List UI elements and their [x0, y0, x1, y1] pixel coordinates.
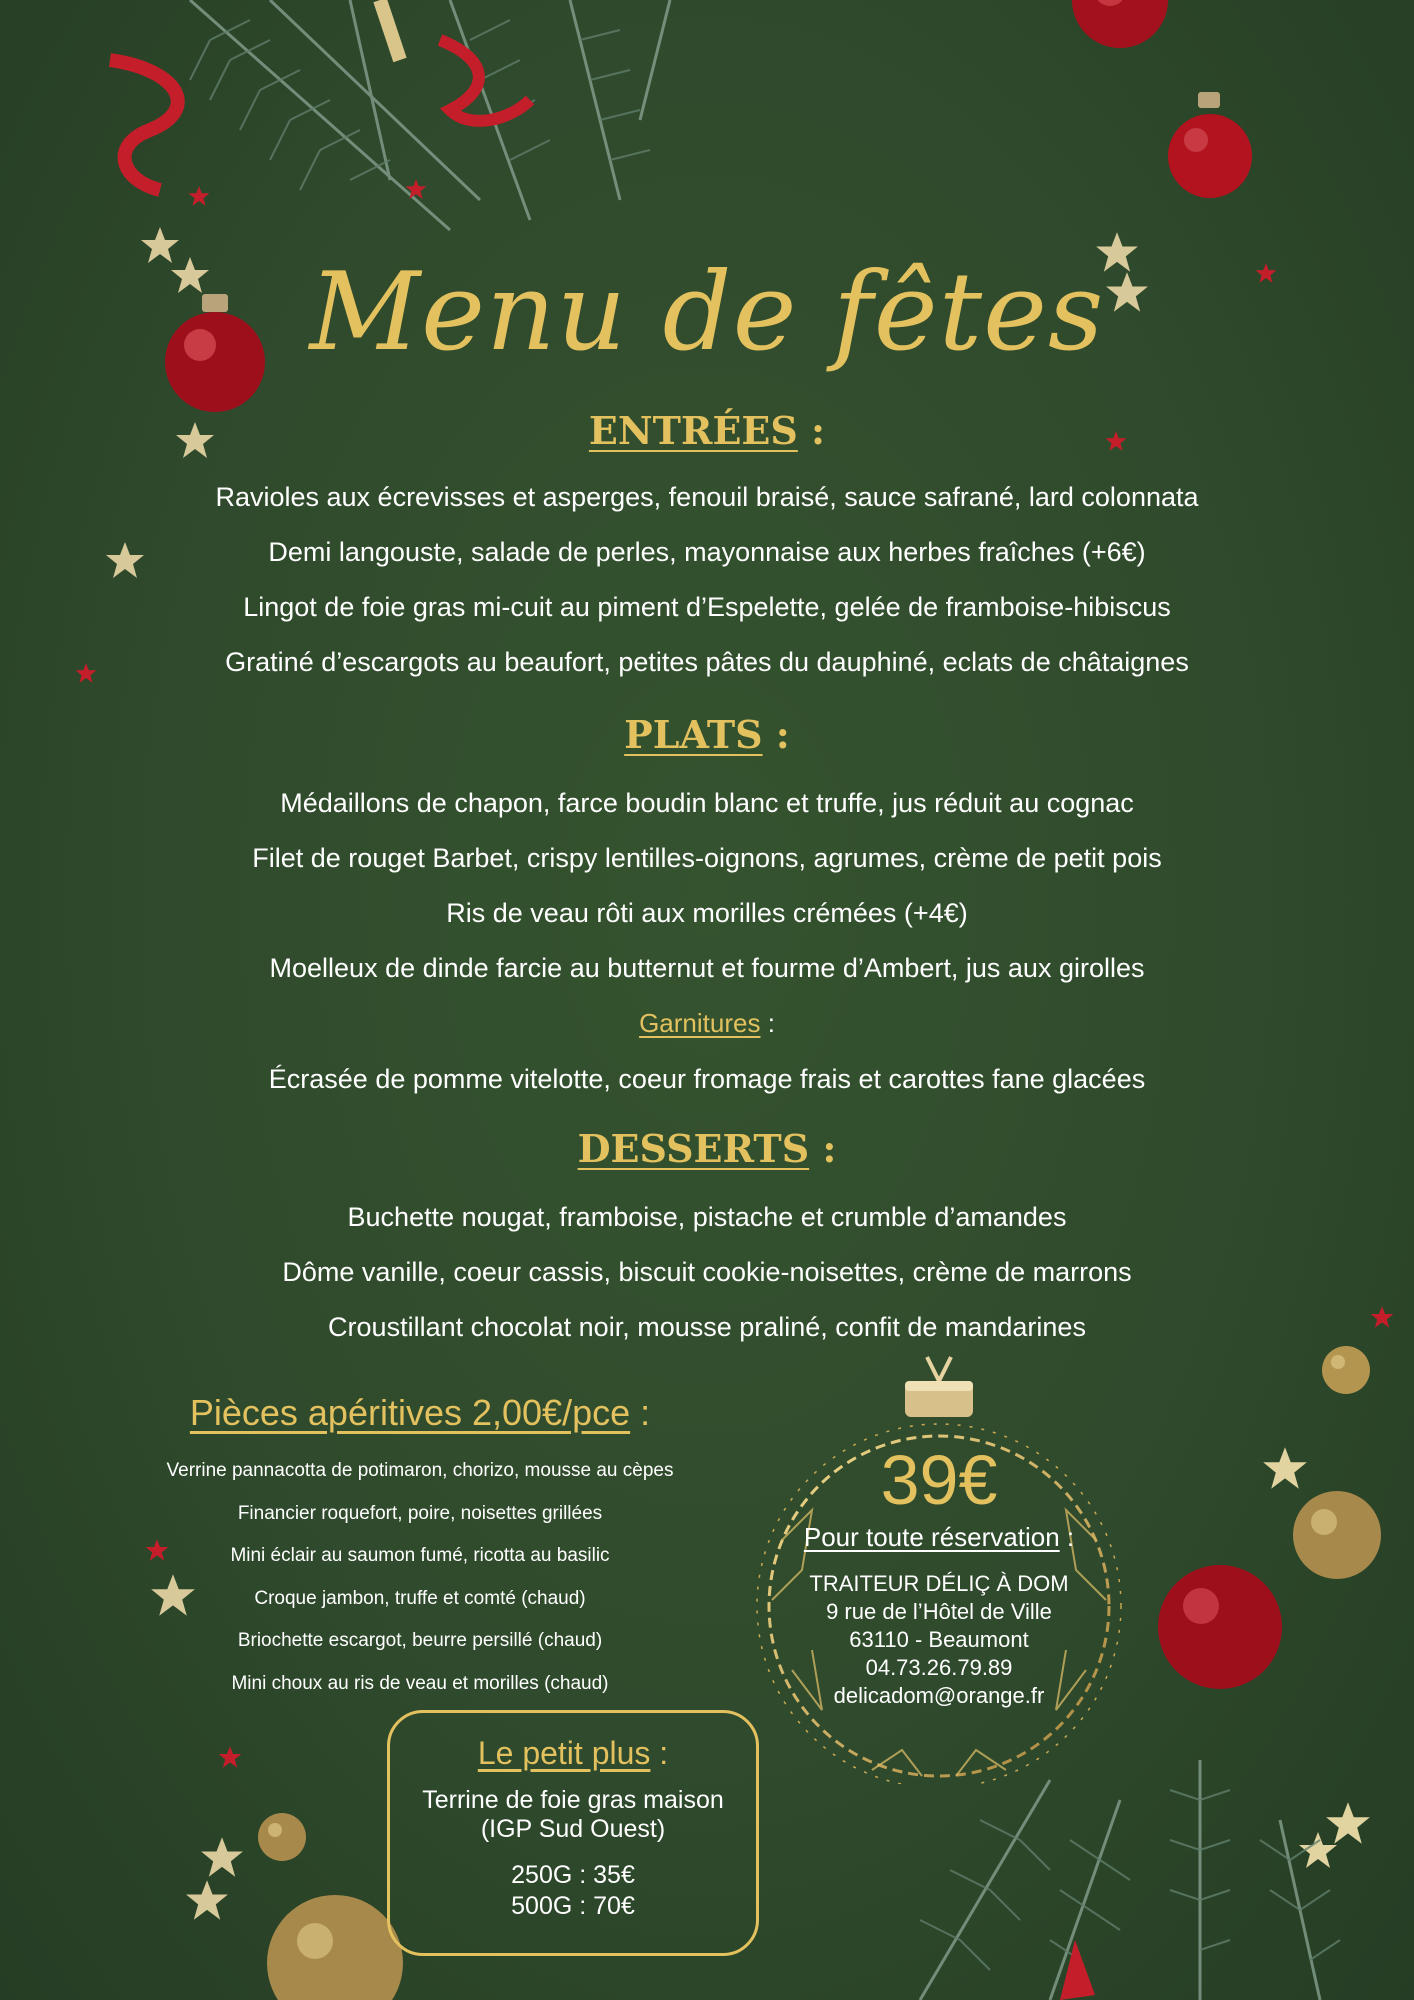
- list-item: Briochette escargot, beurre persillé (chaud): [237, 1630, 603, 1651]
- entrees-heading-label: ENTRÉES: [588, 408, 798, 453]
- pine-branches-top-icon: [150, 0, 730, 240]
- list-item: Filet de rouget Barbet, crispy lentilles-oignons, agrumes, crème de petit pois: [252, 843, 1162, 873]
- petit-plus-price-line: 250G : 35€: [511, 1861, 635, 1889]
- petit-plus-price-line: 500G : 70€: [511, 1892, 635, 1920]
- reservation-label: [752, 1522, 1126, 1553]
- garnitures-heading: [0, 1008, 1414, 1039]
- contact-block: [752, 1570, 1126, 1710]
- list-item: Mini choux au ris de veau et morilles (chaud): [231, 1672, 609, 1694]
- garnitures-heading-label: Garnitures: [639, 1008, 761, 1038]
- list-item: Dôme vanille, coeur cassis, biscuit cookie-noisettes, crème de marrons: [282, 1257, 1132, 1287]
- ornament-cap-icon: [901, 1355, 977, 1421]
- contact-city: 63110 - Beaumont: [849, 1627, 1029, 1652]
- entrees-heading: [0, 408, 1414, 453]
- red-bauble-icon: [1070, 0, 1210, 60]
- contact-email[interactable]: delicadom@orange.fr: [833, 1683, 1045, 1708]
- glitter-bauble-icon: [1290, 1488, 1384, 1582]
- petit-plus-description: [390, 1786, 756, 1844]
- star-icon: [218, 1745, 242, 1769]
- list-item: Ris de veau rôti aux morilles crémées (+4€): [446, 898, 968, 928]
- menu-price: 39€: [880, 1441, 998, 1519]
- plats-heading: [0, 712, 1414, 757]
- list-item: Gratiné d’escargots au beaufort, petites pâtes du dauphiné, eclats de châtaignes: [225, 647, 1189, 677]
- petit-plus-heading: [390, 1735, 756, 1772]
- list-item: Mini éclair au saumon fumé, ricotta au basilic: [230, 1545, 610, 1566]
- desserts-heading-label: DESSERTS: [577, 1126, 810, 1171]
- star-icon: [185, 1878, 229, 1922]
- list-item: Croque jambon, truffe et comté (chaud): [254, 1587, 586, 1609]
- list-item: Buchette nougat, framboise, pistache et crumble d’amandes: [347, 1202, 1067, 1232]
- entrees-heading-colon: :: [797, 408, 826, 453]
- list-item: Moelleux de dinde farcie au butternut et fourme d’Ambert, jus aux girolles: [269, 953, 1145, 983]
- list-item: Financier roquefort, poire, noisettes grillées: [237, 1502, 603, 1524]
- star-icon: [200, 1835, 244, 1879]
- plats-list: [0, 776, 1414, 996]
- petit-plus-prices: [390, 1860, 756, 1922]
- list-item: Écrasée de pomme vitelotte, coeur fromage frais et carottes fane glacées: [268, 1064, 1146, 1094]
- star-icon: [188, 185, 210, 207]
- petit-plus-desc-line: (IGP Sud Ouest): [480, 1815, 666, 1843]
- garnitures-list: [0, 1052, 1414, 1107]
- list-item: Demi langouste, salade de perles, mayonnaise aux herbes fraîches (+6€): [268, 537, 1146, 567]
- plats-heading-label: PLATS: [624, 712, 763, 757]
- aperitifs-heading-label: Pièces apéritives 2,00€/pce: [189, 1392, 631, 1433]
- list-item: Verrine pannacotta de potimaron, chorizo, mousse au cèpes: [166, 1460, 674, 1481]
- star-icon: [405, 178, 427, 200]
- desserts-heading-colon: :: [809, 1126, 837, 1171]
- list-item: Croustillant chocolat noir, mousse praliné, confit de mandarines: [328, 1312, 1086, 1342]
- list-item: Lingot de foie gras mi-cuit au piment d’Espelette, gelée de framboise-hibiscus: [243, 592, 1171, 622]
- reservation-label-text: Pour toute réservation: [803, 1522, 1060, 1552]
- red-bauble-icon: [1155, 1562, 1285, 1692]
- page-title: Menu de fêtes: [309, 250, 1105, 375]
- petit-plus-box: [387, 1710, 759, 1956]
- desserts-heading: [0, 1126, 1414, 1171]
- contact-phone[interactable]: 04.73.26.79.89: [865, 1655, 1013, 1680]
- list-item: Médaillons de chapon, farce boudin blanc et truffe, jus réduit au cognac: [280, 788, 1134, 818]
- petit-plus-heading-label: Le petit plus: [477, 1735, 651, 1771]
- contact-company: TRAITEUR DÉLIÇ À DOM: [809, 1571, 1069, 1596]
- aperitifs-heading: [110, 1392, 730, 1434]
- glitter-bauble-icon: [265, 1893, 405, 2000]
- glitter-bauble-icon: [1160, 90, 1260, 210]
- reservation-label-colon: :: [1059, 1522, 1075, 1552]
- glitter-bauble-icon: [255, 1810, 309, 1864]
- garnitures-heading-colon: :: [760, 1008, 775, 1038]
- star-icon: [1262, 1445, 1308, 1491]
- desserts-list: [0, 1190, 1414, 1355]
- entrees-list: [0, 470, 1414, 690]
- aperitifs-heading-colon: :: [630, 1392, 651, 1433]
- petit-plus-desc-line: Terrine de foie gras maison: [422, 1786, 724, 1814]
- aperitifs-list: [110, 1450, 730, 1705]
- contact-street: 9 rue de l’Hôtel de Ville: [826, 1599, 1052, 1624]
- petit-plus-heading-colon: :: [650, 1735, 669, 1771]
- plats-heading-colon: :: [762, 712, 790, 757]
- list-item: Ravioles aux écrevisses et asperges, fenouil braisé, sauce safrané, lard colonnata: [215, 482, 1199, 512]
